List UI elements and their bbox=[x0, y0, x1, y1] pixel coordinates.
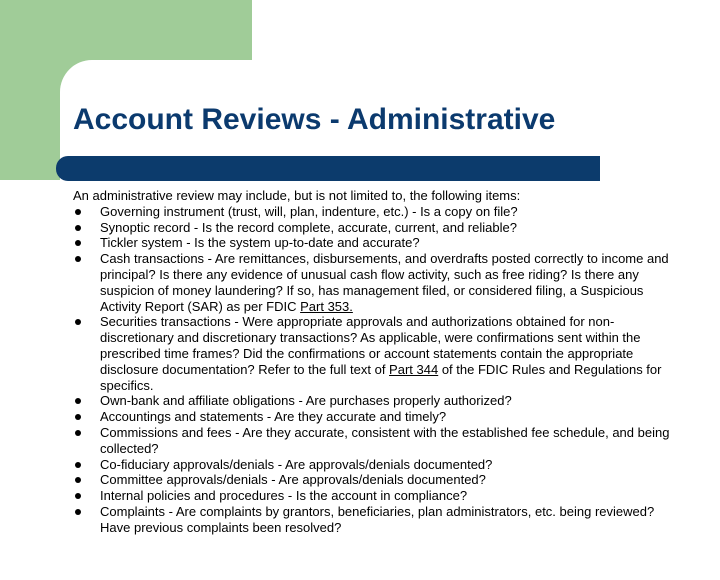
bullet-text: Governing instrument (trust, will, plan, indenture, etc.) - Is a copy on file? bbox=[100, 203, 518, 219]
bullet-dot-icon bbox=[75, 477, 81, 483]
bullet-item bbox=[73, 457, 673, 473]
bullet-text: Own-bank and affiliate obligations - Are purchases properly authorized? bbox=[100, 393, 512, 409]
bullet-dot-icon bbox=[75, 398, 81, 404]
bullet-dot-icon bbox=[75, 414, 81, 420]
bullet-dot-icon bbox=[75, 430, 81, 436]
bullet-item bbox=[73, 409, 673, 425]
bullet-item bbox=[73, 314, 673, 393]
bullet-item bbox=[73, 220, 673, 236]
bullet-item bbox=[73, 472, 673, 488]
bullet-item bbox=[73, 235, 673, 251]
regulation-link[interactable]: Part 353. bbox=[300, 298, 353, 314]
regulation-link[interactable]: Part 344 bbox=[389, 361, 439, 377]
bullet-dot-icon bbox=[75, 509, 81, 515]
bullet-dot-icon bbox=[75, 493, 81, 499]
bullet-text: Committee approvals/denials - Are approvals/denials documented? bbox=[100, 472, 486, 488]
bullet-text: Cash transactions - Are remittances, disbursements, and overdrafts posted correctly to income and principal? Is there any evidence of unusual cash flow activity, such as free riding? Is there any suspicion of money laundering? If so, has management filed, or considered filing, a Suspicious Activity Report (SAR) as per FDIC bbox=[100, 251, 669, 314]
bullet-item bbox=[73, 488, 673, 504]
bullet-dot-icon bbox=[75, 225, 81, 231]
title-underline-bar bbox=[56, 156, 600, 181]
bullet-text: Complaints - Are complaints by grantors, beneficiaries, plan administrators, etc. being reviewed? Have previous complaints been resolved? bbox=[100, 503, 655, 535]
bullet-text: Synoptic record - Is the record complete, accurate, current, and reliable? bbox=[100, 219, 517, 235]
bullet-dot-icon bbox=[75, 319, 81, 325]
bullet-dot-icon bbox=[75, 209, 81, 215]
intro-text: An administrative review may include, but is not limited to, the following items: bbox=[73, 188, 521, 203]
bullet-text: Securities transactions - Were appropriate approvals and authorizations obtained for non-discretionary and discretionary transactions? As applicable, were confirmations sent within the prescribed time frames? Did the confirmations or account statements contain the appropriate disclosure documentation? Refer to the full text of bbox=[100, 314, 641, 377]
bullet-text: Accountings and statements - Are they accurate and timely? bbox=[100, 409, 447, 425]
slide-title: Account Reviews - Administrative bbox=[73, 103, 556, 136]
bullet-dot-icon bbox=[75, 256, 81, 262]
bullet-text: Co-fiduciary approvals/denials - Are approvals/denials documented? bbox=[100, 456, 493, 472]
bullet-item bbox=[73, 425, 673, 457]
bullet-text: of the FDIC Rules and Regulations for specifics. bbox=[100, 361, 662, 393]
bullet-item bbox=[73, 393, 673, 409]
slide-body bbox=[73, 188, 673, 536]
bullet-text: Tickler system - Is the system up-to-date and accurate? bbox=[100, 235, 420, 251]
bullet-list bbox=[73, 204, 673, 536]
bullet-text: Internal policies and procedures - Is the account in compliance? bbox=[100, 488, 468, 504]
bullet-item bbox=[73, 251, 673, 314]
bullet-item bbox=[73, 204, 673, 220]
bullet-dot-icon bbox=[75, 462, 81, 468]
bullet-item bbox=[73, 504, 673, 536]
bullet-text: Commissions and fees - Are they accurate, consistent with the established fee schedule, and being collected? bbox=[100, 424, 670, 456]
bullet-dot-icon bbox=[75, 240, 81, 246]
